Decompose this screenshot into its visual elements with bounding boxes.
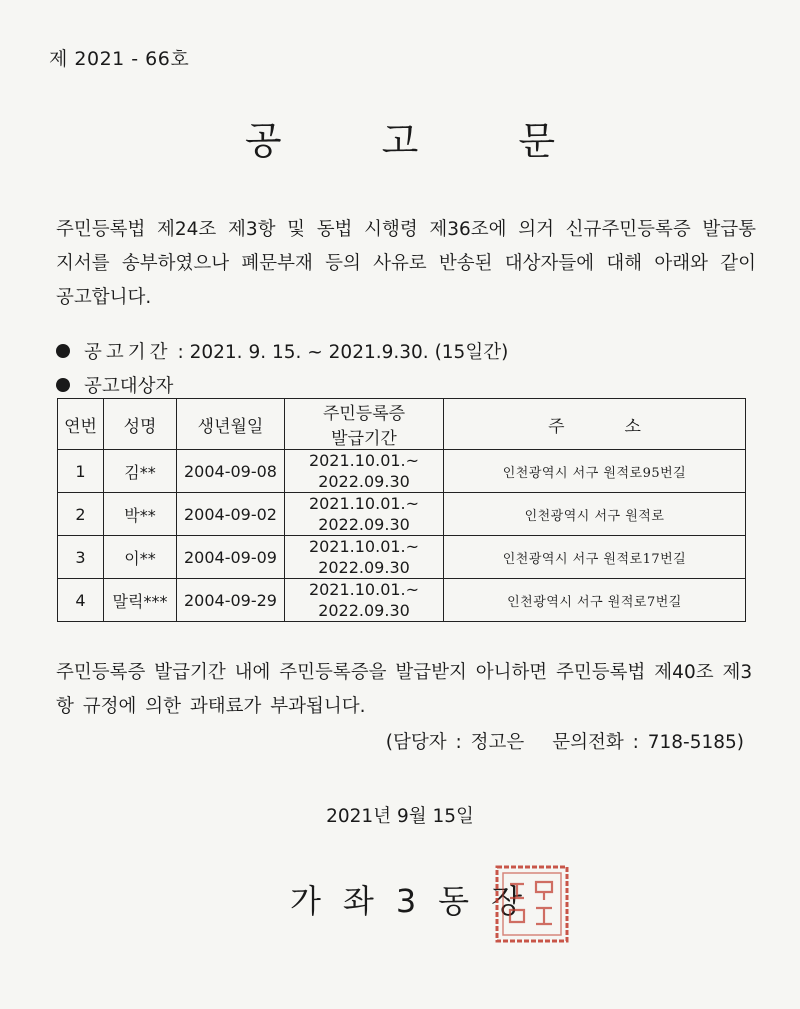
- cell-birth: 2004-09-09: [177, 536, 285, 579]
- table-header-row: [58, 399, 746, 450]
- cell-birth: 2004-09-29: [177, 579, 285, 622]
- targets-label: 공고대상자: [84, 376, 174, 397]
- cell-period-start: 2021.10.01.~: [308, 537, 420, 556]
- cell-period-end: 2022.09.30: [318, 601, 410, 620]
- cell-period: [285, 450, 444, 493]
- cell-birth: 2004-09-02: [177, 493, 285, 536]
- bullet-icon: [56, 378, 70, 392]
- header-name: 성명: [104, 399, 177, 450]
- contact-info: [386, 728, 744, 754]
- cell-period-end: 2022.09.30: [318, 558, 410, 577]
- cell-period-end: 2022.09.30: [318, 472, 410, 491]
- header-address-label: 주소: [548, 416, 701, 437]
- table-row: [58, 450, 746, 493]
- cell-no: 3: [58, 536, 104, 579]
- cell-period-start: 2021.10.01.~: [308, 494, 420, 513]
- document-number: 제 2021 - 66호: [49, 48, 190, 70]
- cell-no: 2: [58, 493, 104, 536]
- cell-period: [285, 536, 444, 579]
- contact-person: (담당자 : 정고은: [385, 732, 525, 753]
- header-no: 연번: [58, 399, 104, 450]
- cell-no: 1: [58, 450, 104, 493]
- official-seal-icon: [494, 864, 570, 944]
- cell-name: 이**: [104, 536, 177, 579]
- cell-address: 인천광역시 서구 원적로17번길: [444, 536, 746, 579]
- intro-paragraph: 주민등록법 제24조 제3항 및 동법 시행령 제36조에 의거 신규주민등록증 발급통지서를 송부하였으나 폐문부재 등의 사유로 반송된 대상자들에 대해 아래와 같이 공고합니다.: [56, 219, 756, 308]
- header-address: [444, 399, 746, 450]
- cell-period: [285, 579, 444, 622]
- cell-period-start: 2021.10.01.~: [308, 580, 420, 599]
- table-row: [58, 579, 746, 622]
- targets-table: [57, 398, 746, 622]
- header-birth: 생년월일: [177, 399, 285, 450]
- cell-name: 박**: [104, 493, 177, 536]
- table-row: [58, 493, 746, 536]
- cell-birth: 2004-09-08: [177, 450, 285, 493]
- header-period-line2: 발급기간: [331, 429, 397, 449]
- cell-address: 인천광역시 서구 원적로: [444, 493, 746, 536]
- cell-period: [285, 493, 444, 536]
- contact-phone: 문의전화 : 718-5185): [552, 732, 744, 753]
- cell-address: 인천광역시 서구 원적로7번길: [444, 579, 746, 622]
- header-period: [285, 399, 444, 450]
- table-row: [58, 536, 746, 579]
- closing-paragraph: 주민등록증 발급기간 내에 주민등록증을 발급받지 아니하면 주민등록법 제40조 제3항 규정에 의한 과태료가 부과됩니다.: [56, 662, 753, 717]
- notice-period-value: : 2021. 9. 15. ~ 2021.9.30. (15일간): [177, 342, 509, 363]
- bullet-icon: [56, 344, 70, 358]
- cell-name: 말릭***: [104, 579, 177, 622]
- cell-name: 김**: [104, 450, 177, 493]
- issue-date: 2021년 9월 15일: [326, 806, 474, 827]
- targets-heading: [56, 372, 173, 398]
- cell-period-start: 2021.10.01.~: [308, 451, 420, 470]
- header-period-line1: 주민등록증: [322, 404, 406, 424]
- issuer-name: 가좌3동장: [290, 882, 545, 920]
- cell-address: 인천광역시 서구 원적로95번길: [444, 450, 746, 493]
- notice-period: [56, 338, 508, 364]
- cell-period-end: 2022.09.30: [318, 515, 410, 534]
- cell-no: 4: [58, 579, 104, 622]
- notice-period-label: 공고기간: [84, 342, 172, 363]
- document-title: 공 고 문: [244, 119, 600, 163]
